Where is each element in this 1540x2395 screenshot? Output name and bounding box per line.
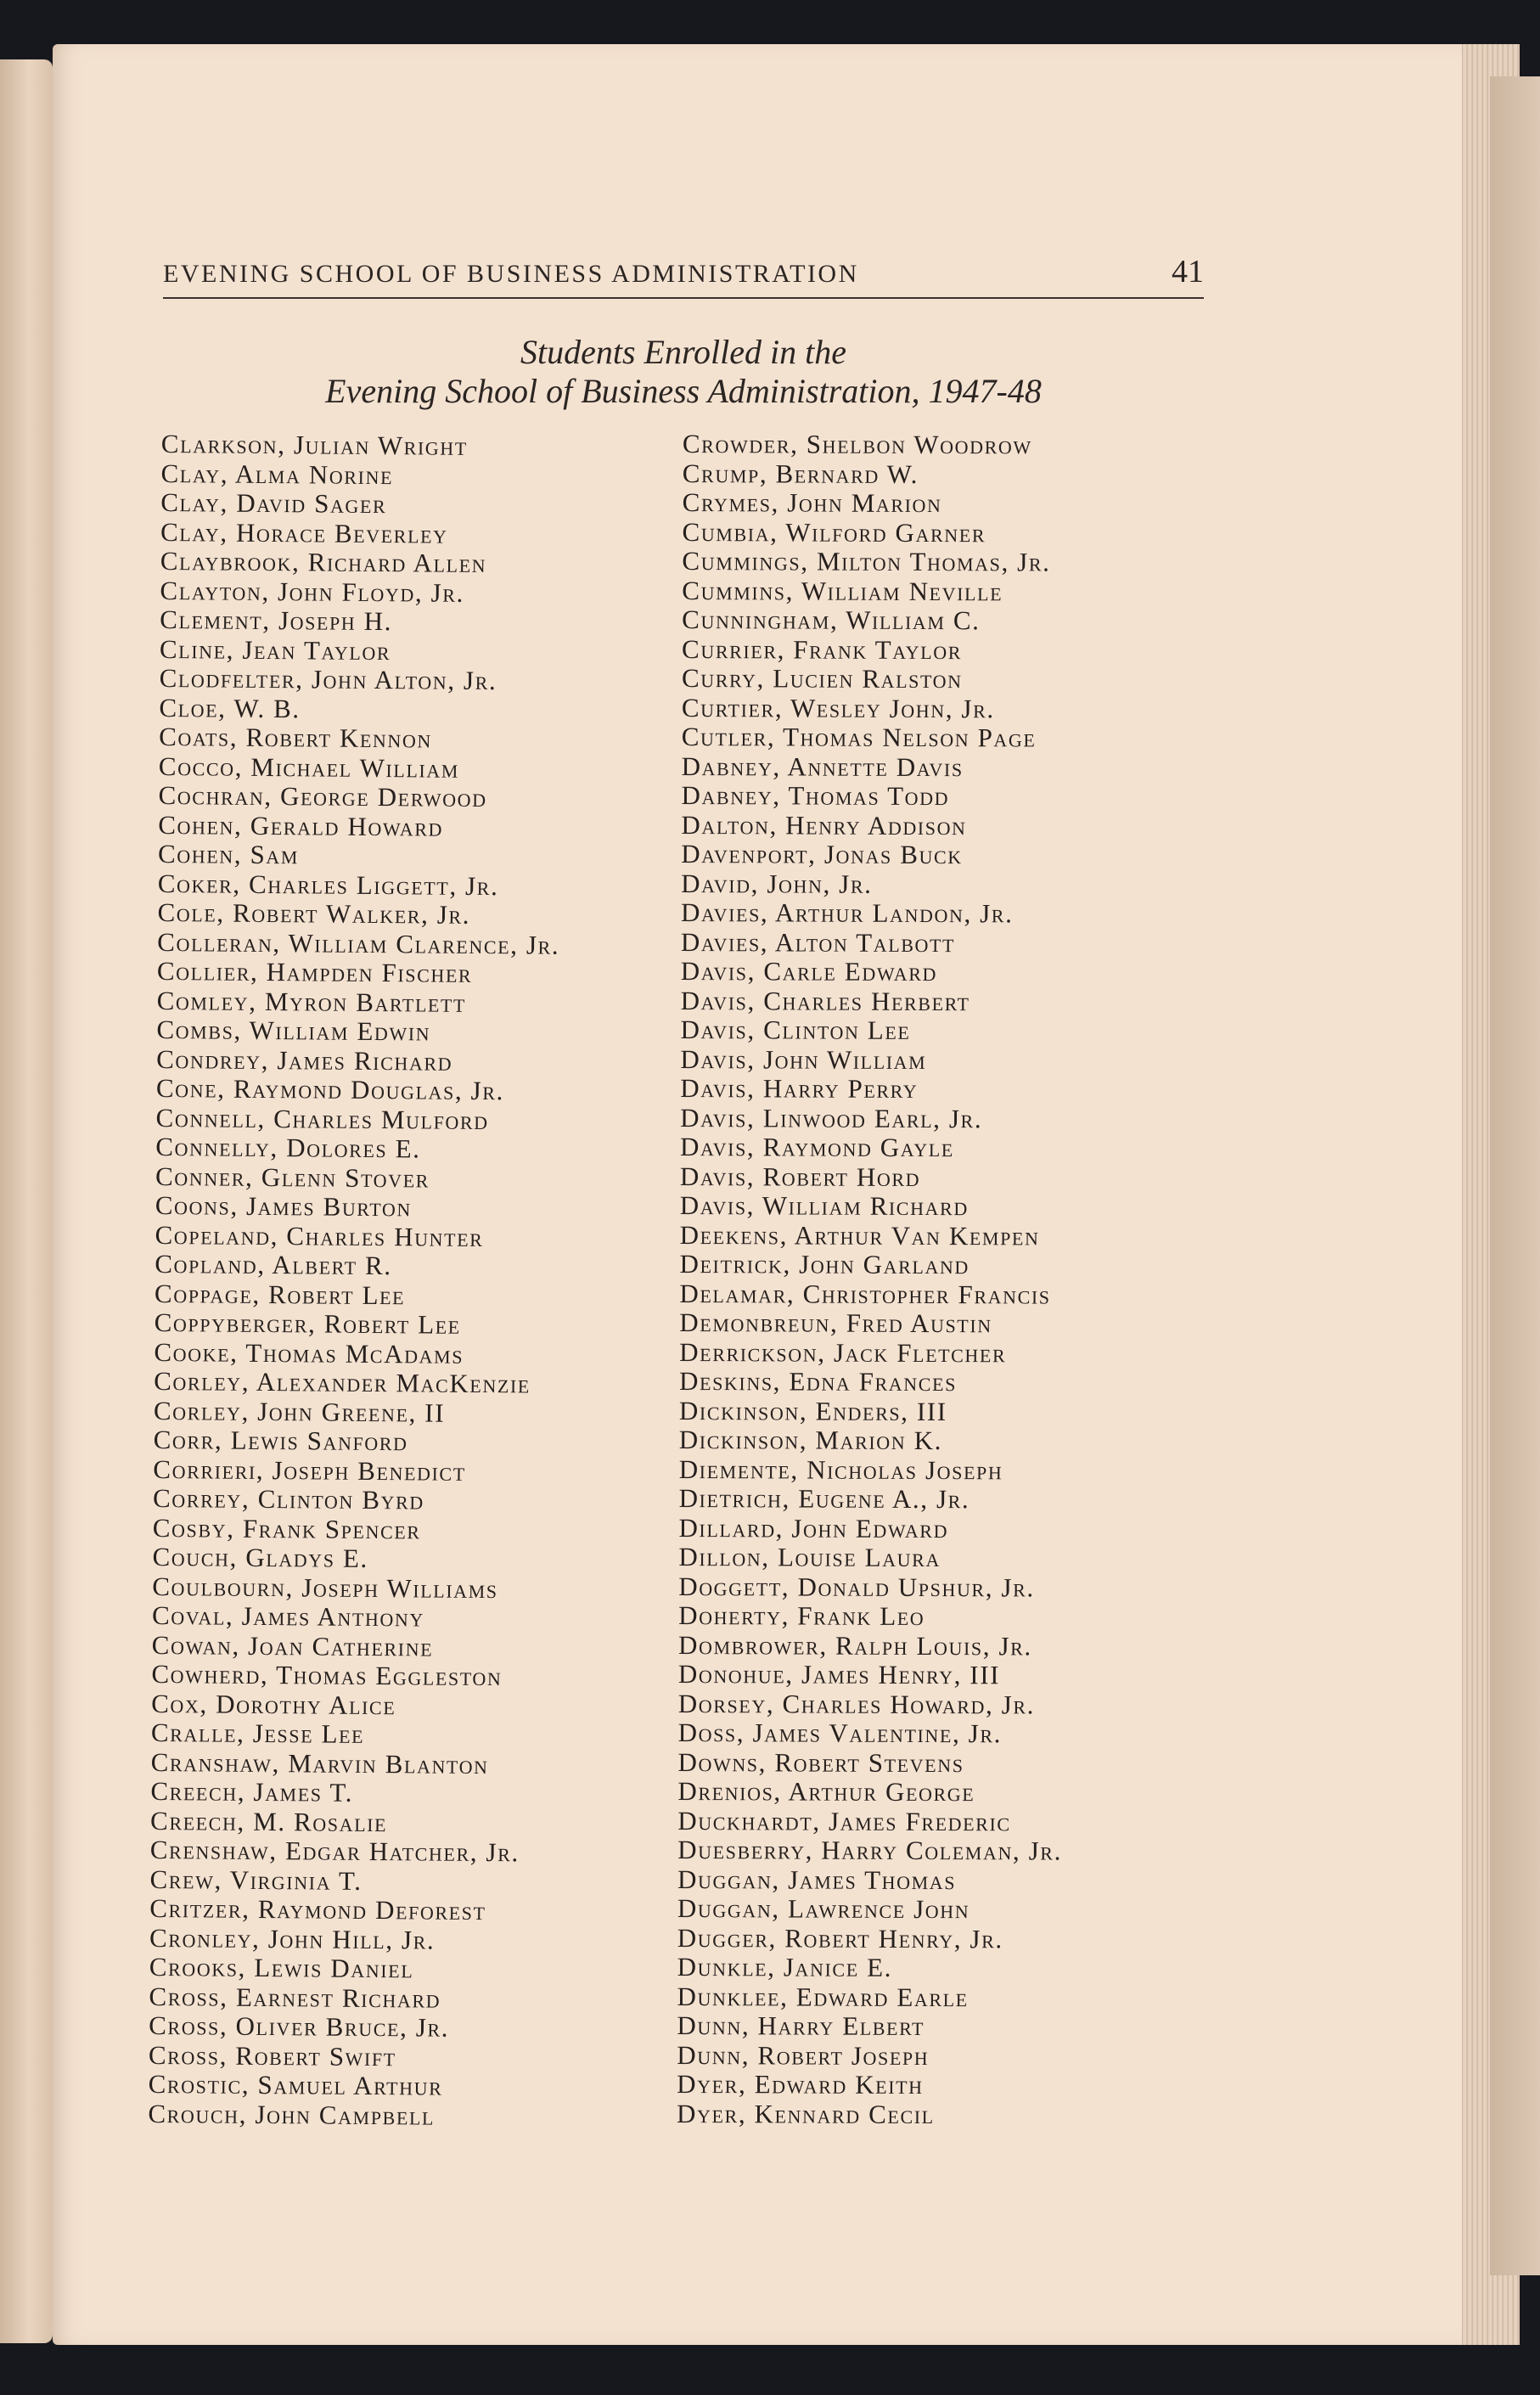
student-name: Duckhardt, James Frederic	[677, 1805, 1011, 1836]
student-name: Davenport, Jonas Buck	[681, 838, 963, 870]
student-name: Cohen, Gerald Howard	[158, 809, 444, 842]
heading-line-2: Evening School of Business Administration, 1947-48	[325, 372, 1042, 410]
student-name: Crenshaw, Edgar Hatcher, Jr.	[149, 1834, 520, 1868]
student-name: Coval, James Anthony	[151, 1599, 425, 1633]
student-name: Cloe, W. B.	[159, 692, 301, 723]
facing-page-edge	[0, 59, 53, 2343]
student-name: Crouch, John Campbell	[148, 2098, 436, 2131]
student-name: Combs, William Edwin	[156, 1014, 431, 1047]
student-name: Corley, John Greene, II	[153, 1395, 446, 1428]
student-name: Dalton, Henry Addison	[681, 809, 967, 840]
student-name: Connell, Charles Mulford	[155, 1102, 489, 1135]
page-number: 41	[1172, 254, 1204, 290]
student-name: Cosby, Frank Spencer	[152, 1512, 421, 1544]
student-name: Cummings, Milton Thomas, Jr.	[682, 545, 1051, 577]
student-name: Dickinson, Enders, III	[678, 1395, 947, 1426]
list-heading	[163, 333, 1204, 411]
student-name: Crump, Bernard W.	[682, 458, 919, 489]
student-name: Colleran, William Clarence, Jr.	[157, 926, 560, 960]
student-name: Clodfelter, John Alton, Jr.	[159, 662, 497, 696]
student-name: Currier, Frank Taylor	[682, 633, 963, 665]
student-name: Cutler, Thomas Nelson Page	[681, 721, 1037, 753]
student-name: Doherty, Frank Leo	[678, 1599, 925, 1632]
student-name: Coppage, Robert Lee	[154, 1278, 406, 1310]
student-name: Dillard, John Edward	[678, 1512, 949, 1543]
student-name: Cowherd, Thomas Eggleston	[151, 1658, 503, 1692]
student-name: Clay, David Sager	[160, 486, 387, 520]
student-list-left-column	[148, 430, 564, 2132]
student-name: Dabney, Annette Davis	[681, 751, 964, 782]
student-name: Dietrich, Eugene A., Jr.	[678, 1482, 970, 1515]
student-name: Crymes, John Marion	[682, 486, 942, 519]
student-name: Doggett, Donald Upshur, Jr.	[678, 1571, 1035, 1602]
student-name: Davis, Harry Perry	[680, 1072, 919, 1104]
student-name: Coppyberger, Robert Lee	[154, 1307, 461, 1340]
student-name: Coats, Robert Kennon	[159, 721, 433, 754]
student-name: Dickinson, Marion K.	[678, 1424, 943, 1456]
student-name: Davis, Linwood Earl, Jr.	[680, 1102, 983, 1133]
student-name: Conner, Glenn Stover	[155, 1161, 430, 1194]
student-name: Doss, James Valentine, Jr.	[677, 1717, 1003, 1749]
student-name: Demonbreun, Fred Austin	[679, 1307, 992, 1339]
student-name: Dillon, Louise Laura	[678, 1541, 941, 1573]
student-name: Critzer, Raymond Deforest	[149, 1892, 486, 1926]
student-name: Cochran, George Derwood	[158, 779, 487, 813]
student-name: Cross, Earnest Richard	[149, 1981, 441, 2014]
student-name: Davis, Raymond Gayle	[679, 1131, 954, 1163]
student-name: Cowan, Joan Catherine	[151, 1629, 434, 1662]
student-name: Crew, Virginia T.	[149, 1864, 363, 1896]
student-name: Davies, Arthur Landon, Jr.	[680, 897, 1014, 929]
student-name: Crowder, Shelbon Woodrow	[682, 429, 1032, 460]
student-name: Davis, John William	[680, 1043, 927, 1075]
student-name: Downs, Robert Stevens	[677, 1746, 964, 1778]
student-name: Crooks, Lewis Daniel	[149, 1951, 414, 1984]
student-name: Cone, Raymond Douglas, Jr.	[155, 1072, 505, 1106]
student-name: Cralle, Jesse Lee	[150, 1717, 365, 1749]
student-name: Dunn, Harry Elbert	[677, 2010, 925, 2042]
student-name: Dunklee, Edward Earle	[677, 1981, 969, 2012]
student-name: Coulbourn, Joseph Williams	[152, 1571, 498, 1604]
student-name: Drenios, Arthur George	[677, 1775, 975, 1807]
student-name: Davies, Alton Talbott	[680, 926, 956, 958]
student-name: Dorsey, Charles Howard, Jr.	[677, 1688, 1036, 1719]
student-name: Claybrook, Richard Allen	[160, 545, 487, 579]
student-name: Creech, M. Rosalie	[149, 1805, 388, 1837]
student-name: Davis, Charles Herbert	[680, 985, 970, 1016]
student-name: Cumbia, Wilford Garner	[682, 516, 986, 548]
student-name: Derrickson, Jack Fletcher	[679, 1336, 1007, 1368]
student-name: Cross, Oliver Bruce, Jr.	[149, 2010, 450, 2043]
student-name: Comley, Myron Bartlett	[156, 985, 467, 1018]
student-name: Davis, Robert Hord	[679, 1161, 921, 1192]
student-name: Duesberry, Harry Coleman, Jr.	[677, 1834, 1063, 1866]
student-name: Curtier, Wesley John, Jr.	[681, 692, 995, 723]
student-name: Clement, Joseph H.	[160, 604, 393, 637]
student-name: Donohue, James Henry, III	[677, 1658, 1001, 1690]
student-name: Dabney, Thomas Todd	[681, 779, 950, 812]
running-head	[163, 254, 1204, 299]
student-name: Cox, Dorothy Alice	[151, 1688, 396, 1720]
student-name: Collier, Hampden Fischer	[156, 955, 473, 988]
student-name: Davis, Clinton Lee	[680, 1014, 911, 1045]
student-name: Dunkle, Janice E.	[677, 1951, 893, 1982]
student-name: Cocco, Michael William	[158, 751, 460, 784]
student-name: Duggan, James Thomas	[677, 1864, 957, 1895]
student-name: Clarkson, Julian Wright	[160, 429, 469, 461]
student-name: Deitrick, John Garland	[679, 1248, 970, 1280]
student-name: Coker, Charles Liggett, Jr.	[157, 868, 499, 901]
student-name: Cross, Robert Swift	[148, 2039, 396, 2072]
student-name: Correy, Clinton Byrd	[152, 1482, 425, 1515]
student-name: Deskins, Edna Frances	[679, 1365, 958, 1397]
student-name: Cranshaw, Marvin Blanton	[150, 1746, 489, 1779]
student-name: Diemente, Nicholas Joseph	[678, 1453, 1003, 1485]
student-name: Dombrower, Ralph Louis, Jr.	[677, 1629, 1032, 1661]
student-name: Duggan, Lawrence John	[677, 1892, 970, 1925]
student-name: Cline, Jean Taylor	[159, 633, 391, 666]
student-name: Clay, Horace Beverley	[160, 516, 448, 549]
student-name: Coons, James Burton	[155, 1189, 413, 1223]
student-name: Clay, Alma Norine	[160, 458, 394, 490]
student-name: Davis, Carle Edward	[680, 955, 938, 987]
student-name: Creech, James T.	[150, 1775, 354, 1807]
student-name: Curry, Lucien Ralston	[681, 662, 963, 694]
student-list-right-column	[677, 430, 1067, 2130]
student-name: Davis, William Richard	[679, 1189, 969, 1222]
student-name: Cohen, Sam	[157, 838, 300, 870]
running-head-title: EVENING SCHOOL OF BUSINESS ADMINISTRATION	[163, 260, 859, 288]
student-name: Cooke, Thomas McAdams	[154, 1336, 464, 1369]
student-name: Corr, Lewis Sanford	[153, 1424, 408, 1457]
student-name: Dugger, Robert Henry, Jr.	[677, 1922, 1003, 1954]
student-name: Cunningham, William C.	[682, 604, 981, 636]
book-fore-edge	[1490, 76, 1540, 2275]
student-name: Condrey, James Richard	[156, 1043, 453, 1077]
student-name: Copland, Albert R.	[155, 1248, 392, 1281]
student-name: Connelly, Dolores E.	[155, 1131, 421, 1164]
student-name: Cronley, John Hill, Jr.	[149, 1922, 436, 1955]
student-name: Dunn, Robert Joseph	[677, 2039, 930, 2071]
student-name: Crostic, Samuel Arthur	[148, 2068, 443, 2101]
student-name: Cummins, William Neville	[682, 575, 1003, 606]
student-name: Corley, Alexander MacKenzie	[154, 1365, 531, 1399]
student-name: Corrieri, Joseph Benedict	[153, 1453, 466, 1487]
student-name: Dyer, Kennard Cecil	[677, 2098, 935, 2129]
student-name: Cole, Robert Walker, Jr.	[157, 897, 471, 930]
student-name: Deekens, Arthur Van Kempen	[679, 1219, 1040, 1251]
student-name: David, John, Jr.	[681, 868, 873, 899]
student-name: Couch, Gladys E.	[152, 1541, 368, 1573]
student-name: Clayton, John Floyd, Jr.	[160, 575, 465, 608]
student-name: Copeland, Charles Hunter	[155, 1219, 484, 1252]
student-name: Dyer, Edward Keith	[677, 2068, 924, 2100]
heading-line-1: Students Enrolled in the	[520, 333, 847, 371]
student-name: Delamar, Christopher Francis	[679, 1278, 1051, 1310]
